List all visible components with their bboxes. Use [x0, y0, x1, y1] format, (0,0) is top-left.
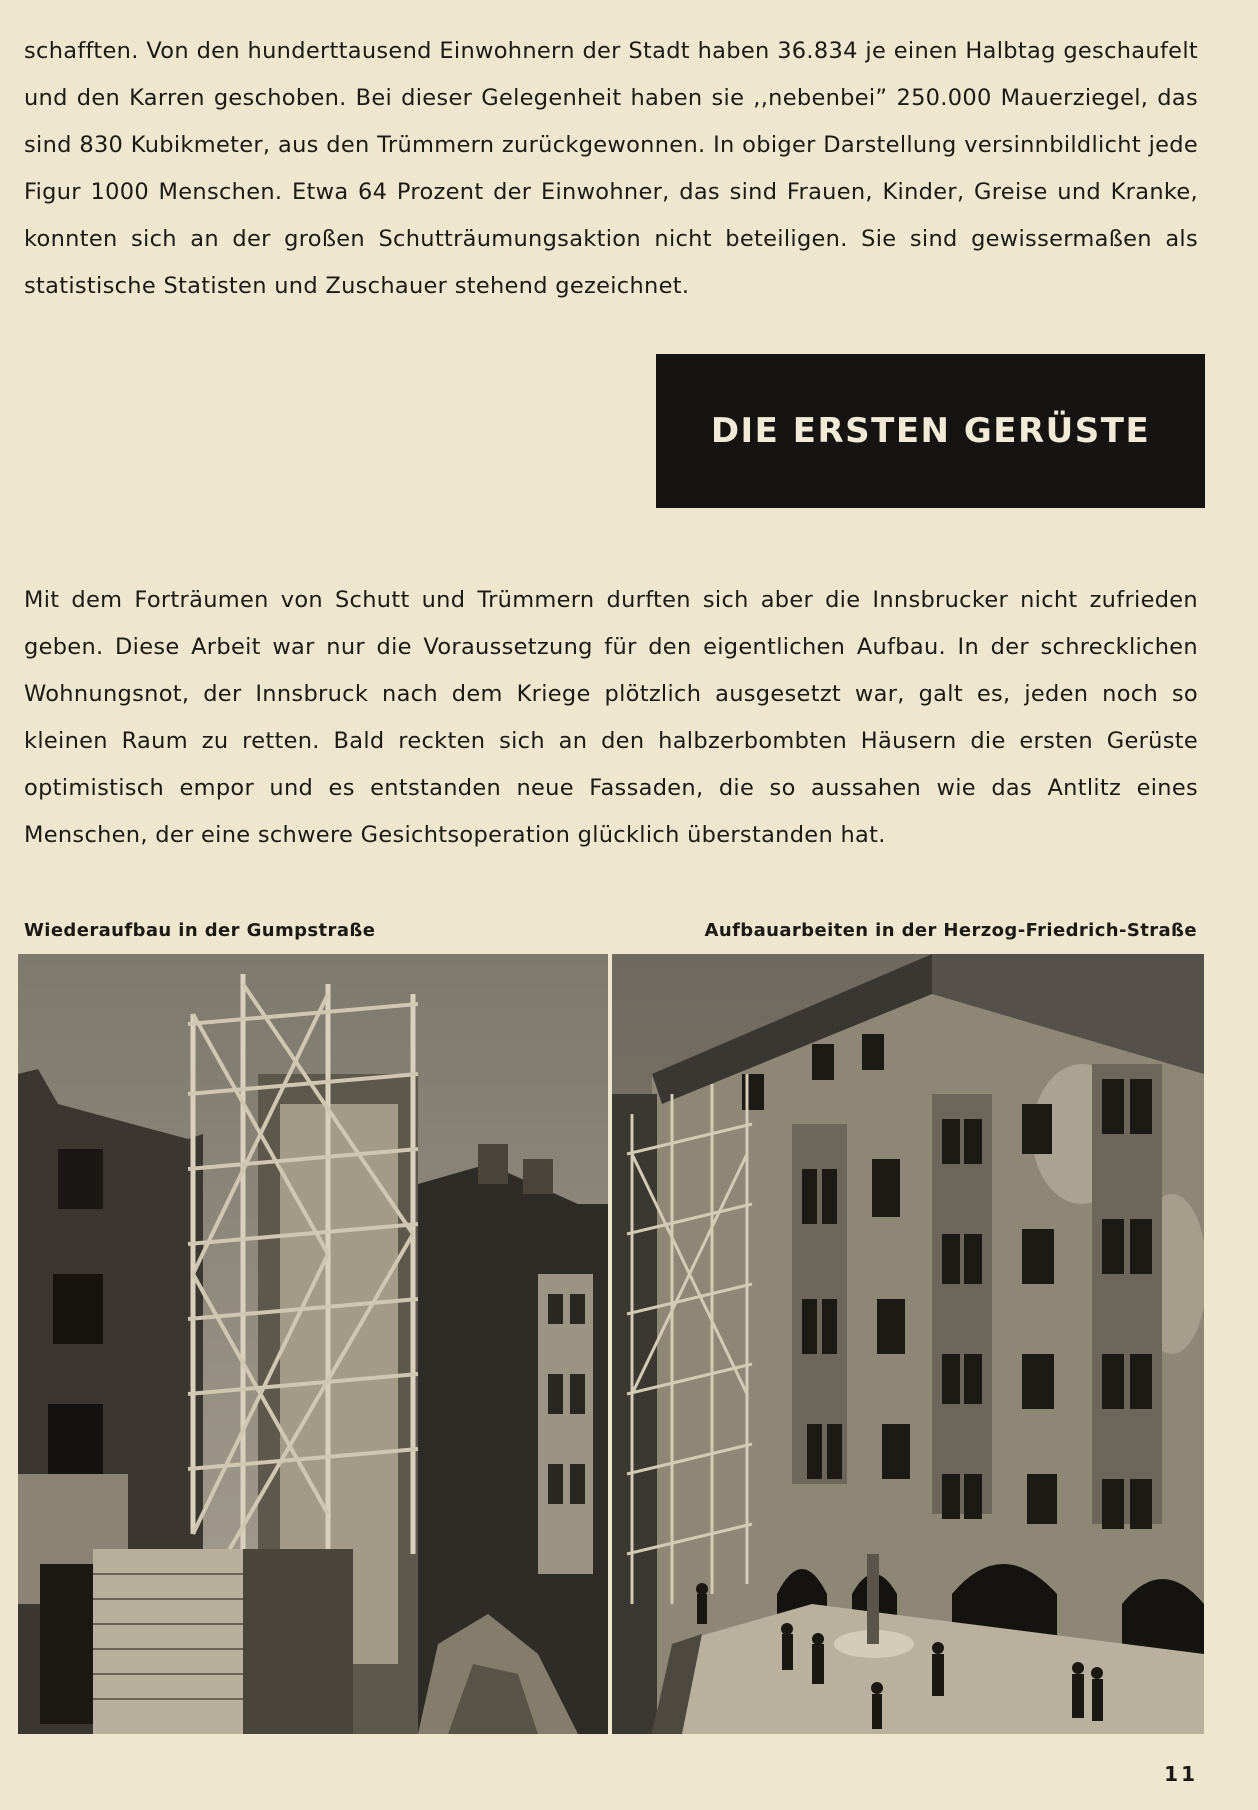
photo-herzog-friedrich-strasse — [612, 954, 1204, 1734]
caption-left: Wiederaufbau in der Gumpstraße — [24, 920, 376, 941]
main-paragraph: Mit dem Forträumen von Schutt und Trümmern durften sich aber die Innsbrucker nicht zufrieden geben. Diese Arbeit war nur die Voraussetzung für den eigentlichen Aufbau. In der schrecklichen Wohnungsnot, der Innsbruck nach dem Kriege plötzlich ausgesetzt war, galt es, jeden noch so kleinen Raum zu retten. Bald reckten sich an den halbzerbombten Häusern die ersten Gerüste optimistisch empor und es entstanden neue Fassaden, die so aussahen wie das Antlitz eines Menschen, der eine schwere Gesichtsoperation glücklich überstanden hat. — [24, 587, 1198, 848]
intro-paragraph: schafften. Von den hunderttausend Einwohnern der Stadt haben 36.834 je einen Halbtag geschaufelt und den Karren geschoben. Bei dieser Gelegenheit haben sie ,,nebenbei” 250.000 Mauerziegel, das sind 830 Kubikmeter, aus den Trümmern zurückgewonnen. In obiger Darstellung versinnbildlicht jede Figur 1000 Menschen. Etwa 64 Prozent der Einwohner, das sind Frauen, Kinder, Greise und Kranke, konnten sich an der großen Schutträumungsaktion nicht beteiligen. Sie sind gewissermaßen als statistische Statisten und Zuschauer stehend gezeichnet. — [24, 38, 1198, 299]
section-heading-box — [656, 354, 1205, 508]
page-number: 11 — [1164, 1762, 1198, 1786]
section-heading: DIE ERSTEN GERÜSTE — [710, 411, 1151, 451]
photo-gumpstrasse-scaffolding — [18, 954, 608, 1734]
caption-right: Aufbauarbeiten in der Herzog-Friedrich-Straße — [704, 920, 1197, 941]
